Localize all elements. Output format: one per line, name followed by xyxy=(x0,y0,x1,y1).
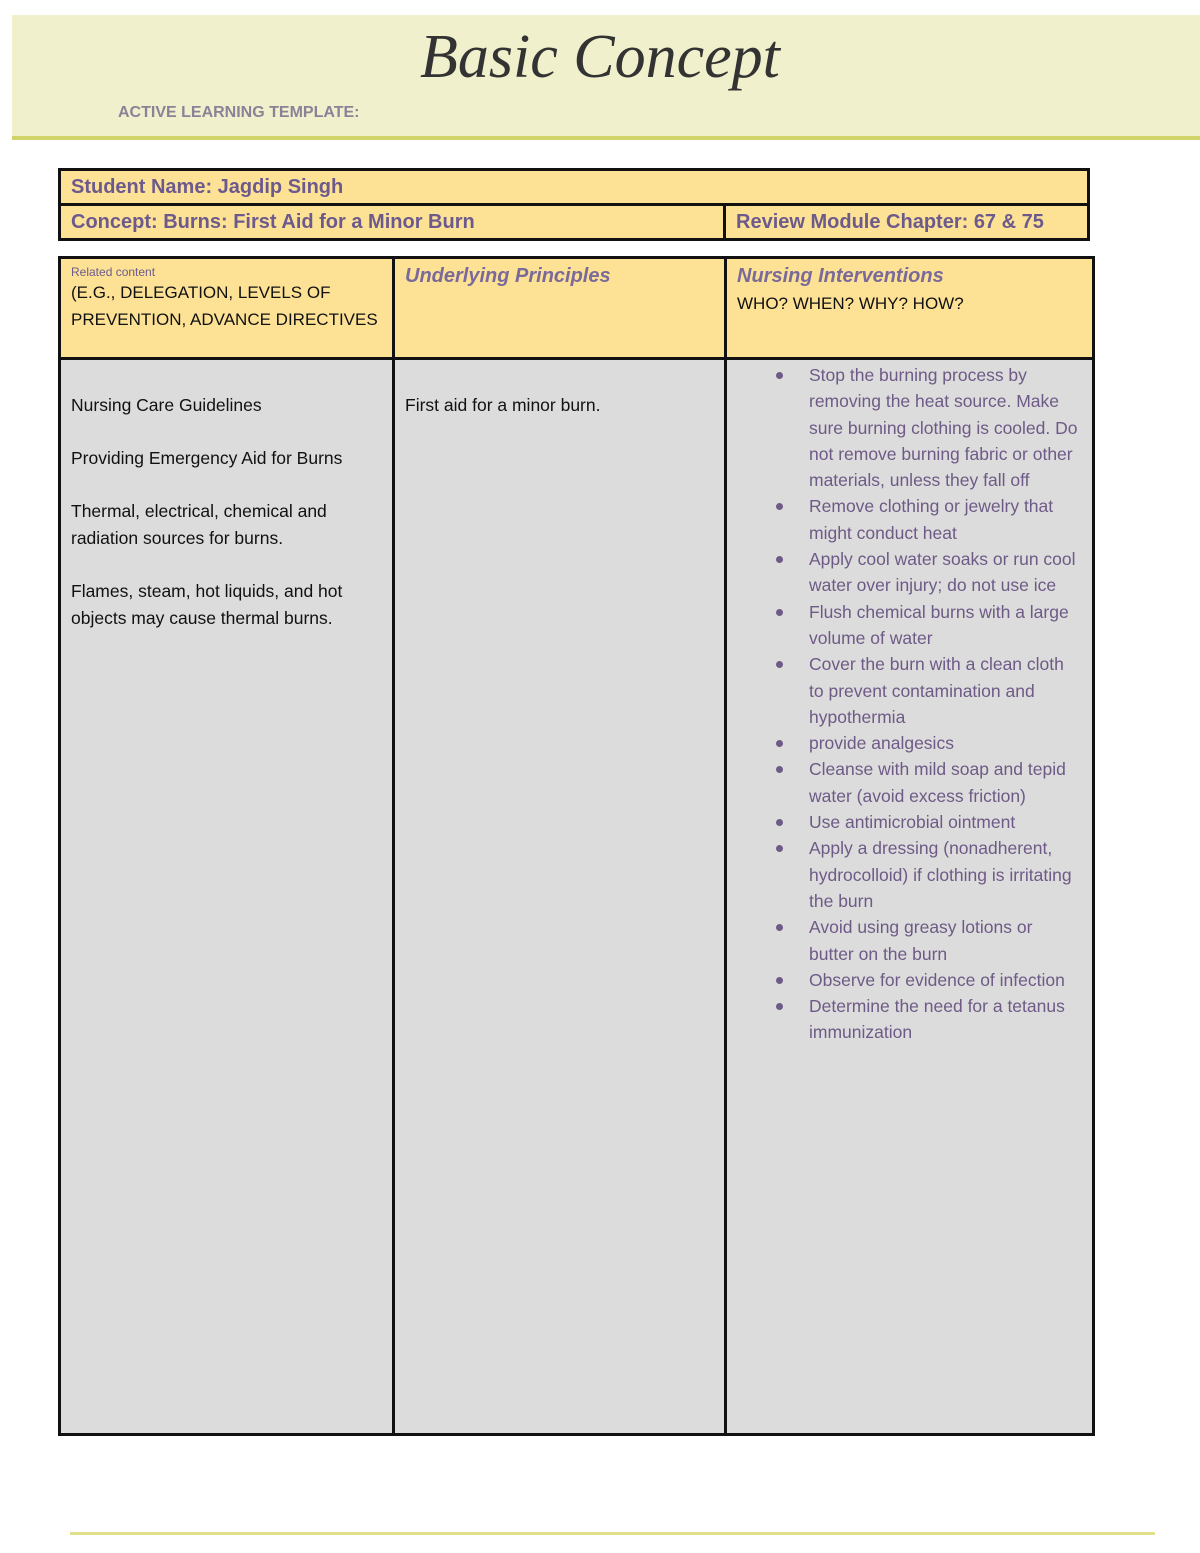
intervention-item: Cleanse with mild soap and tepid water (avoid excess friction) xyxy=(809,756,1078,809)
review-module: Review Module Chapter: 67 & 75 xyxy=(736,210,1044,233)
info-table xyxy=(58,168,1090,241)
intervention-item: Observe for evidence of infection xyxy=(809,967,1078,993)
footer-line xyxy=(70,1532,1155,1535)
student-name: Student Name: Jagdip Singh xyxy=(71,175,344,198)
template-label: ACTIVE LEARNING TEMPLATE: xyxy=(118,104,360,121)
list-item: Thermal, electrical, chemical and radiation sources for burns. xyxy=(71,501,327,548)
page-title: Basic Concept xyxy=(420,23,780,91)
intervention-item: Remove clothing or jewelry that might conduct heat xyxy=(809,493,1078,546)
intervention-item: Cover the burn with a clean cloth to prevent contamination and hypothermia xyxy=(809,651,1078,730)
principles-label: Underlying Principles xyxy=(405,265,611,287)
related-content xyxy=(61,360,395,1433)
intervention-item: Flush chemical burns with a large volume of water xyxy=(809,599,1078,652)
intervention-item: provide analgesics xyxy=(809,730,1078,756)
interventions-header xyxy=(727,259,1092,360)
intervention-item: Apply cool water soaks or run cool water over injury; do not use ice xyxy=(809,546,1078,599)
principles-content xyxy=(395,360,727,1433)
intervention-item: Determine the need for a tetanus immunization xyxy=(809,993,1078,1046)
list-item: Flames, steam, hot liquids, and hot objects may cause thermal burns. xyxy=(71,581,343,628)
intervention-item: Avoid using greasy lotions or butter on the burn xyxy=(809,914,1078,967)
related-small-label: Related content xyxy=(71,265,156,279)
interventions-list xyxy=(737,362,1078,1046)
intervention-item: Use antimicrobial ointment xyxy=(809,809,1078,835)
intervention-item: Stop the burning process by removing the heat source. Make sure burning clothing is cooled. Do not remove burning fabric or other materials, unless they fall off xyxy=(809,362,1078,493)
related-label: (E.G., DELEGATION, LEVELS OF PREVENTION, ADVANCE DIRECTIVES xyxy=(71,283,378,329)
interventions-sublabel: WHO? WHEN? WHY? HOW? xyxy=(737,294,964,313)
interventions-label: Nursing Interventions xyxy=(737,265,944,287)
concept: Concept: Burns: First Aid for a Minor Burn xyxy=(61,206,726,238)
principles-header xyxy=(395,259,727,360)
list-item: Nursing Care Guidelines xyxy=(71,395,262,415)
interventions-content xyxy=(727,360,1092,1433)
intervention-item: Apply a dressing (nonadherent, hydrocolloid) if clothing is irritating the burn xyxy=(809,835,1078,914)
concept-table xyxy=(58,256,1095,1436)
list-item: First aid for a minor burn. xyxy=(405,395,601,415)
related-header xyxy=(61,259,395,360)
list-item: Providing Emergency Aid for Burns xyxy=(71,448,343,468)
